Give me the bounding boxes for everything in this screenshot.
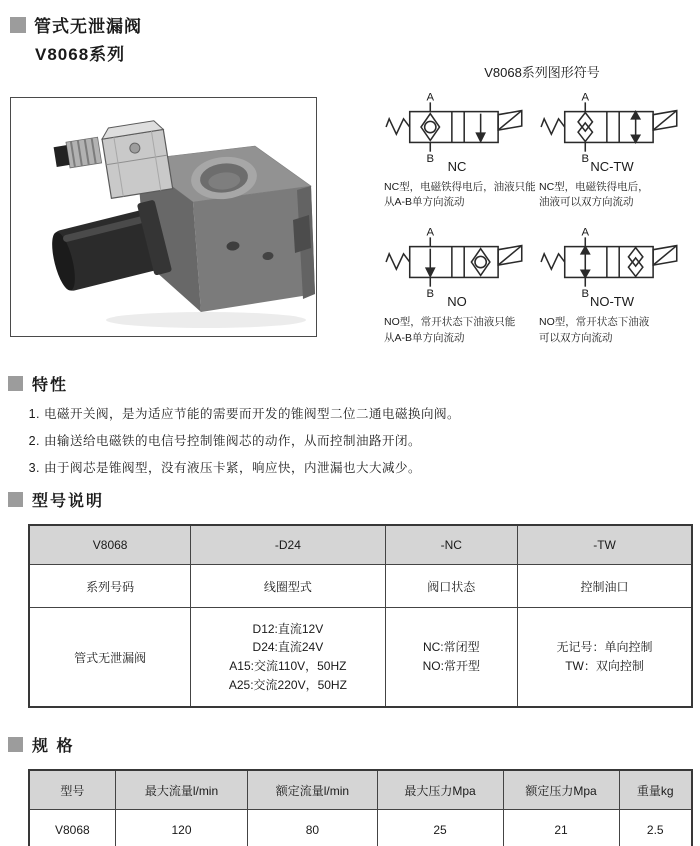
- spring-icon: [541, 254, 565, 269]
- spring-icon: [386, 254, 410, 269]
- spring-icon: [386, 119, 410, 134]
- spec-rated-pressure: 21: [503, 810, 619, 846]
- col-label: 线圈型式: [191, 565, 385, 608]
- features-title: 特性: [32, 377, 69, 394]
- table-row: [29, 770, 692, 810]
- title-bullet-square: [10, 17, 26, 33]
- spec-header: 型号: [29, 770, 115, 810]
- symbol-description: NO型，常开状态下油液只能 从A-B单方向流动: [384, 316, 516, 344]
- valve-symbol-no-tw: [539, 224, 685, 298]
- port-state-cell: NC:常闭型 NO:常开型: [385, 608, 518, 708]
- port-a-label: A: [426, 226, 435, 239]
- model-section-title: 型号说明: [32, 493, 105, 510]
- spec-max-pressure: 25: [377, 810, 503, 846]
- feature-item: 2. 由输送给电磁铁的电信号控制锥阀芯的动作，从而控制油路开闭。: [44, 431, 692, 449]
- spec-model: V8068: [29, 810, 115, 846]
- port-a-label: A: [426, 91, 435, 104]
- page-title: 管式无泄漏阀: [34, 17, 142, 36]
- symbol-label: NO: [447, 294, 467, 310]
- section-bullet-square: [8, 376, 23, 391]
- port-a-label: A: [581, 91, 590, 104]
- symbol-description: NC型，电磁铁得电后，油液只能 从A-B单方向流动: [384, 181, 536, 209]
- symbol-nc-tw: [539, 89, 700, 210]
- control-options-cell: 无记号：单向控制 TW：双向控制: [518, 608, 692, 708]
- flow-arrow-up-icon: [581, 247, 589, 254]
- model-series-code: V8068: [29, 525, 191, 565]
- page-title-block: [10, 12, 142, 65]
- table-row: [29, 565, 692, 608]
- table-row: [29, 810, 692, 846]
- side-port: [293, 215, 311, 253]
- port-a-label: A: [581, 226, 590, 239]
- spec-weight: 2.5: [619, 810, 692, 846]
- model-code-section: [8, 488, 692, 708]
- port-b-label: B: [581, 288, 590, 299]
- specs-table: [28, 769, 693, 846]
- flow-arrow-up-icon: [632, 112, 640, 119]
- spec-header: 额定流量l/min: [248, 770, 377, 810]
- valve-symbol-nc: [384, 89, 530, 163]
- symbol-description: NC型，电磁铁得电后， 油液可以双方向流动: [539, 181, 649, 209]
- spring-icon: [541, 119, 565, 134]
- feature-item: 3. 由于阀芯是锥阀型，没有液压卡紧，响应快，内泄漏也大大减少。: [44, 458, 692, 476]
- symbol-label: NC: [447, 159, 467, 174]
- din-connector: [100, 120, 172, 199]
- page-subtitle: V8068系列: [35, 45, 126, 64]
- flow-arrow-icon: [477, 133, 485, 141]
- photo-shadow: [106, 312, 306, 328]
- table-row: [29, 525, 692, 565]
- table-row: [29, 608, 692, 708]
- specs-title: 规 格: [32, 738, 75, 755]
- symbol-label: NC-TW: [590, 159, 634, 174]
- flow-arrow-icon: [426, 269, 434, 277]
- col-label: 阀口状态: [385, 565, 518, 608]
- product-name-cell: 管式无泄漏阀: [29, 608, 191, 708]
- valve-symbol-nc-tw: [539, 89, 685, 163]
- spec-header: 额定压力Mpa: [503, 770, 619, 810]
- symbol-label: NO-TW: [589, 294, 635, 310]
- section-bullet-square: [8, 737, 23, 752]
- port-b-label: B: [426, 152, 435, 163]
- model-code-table: [28, 524, 693, 708]
- port-b-label: B: [426, 288, 435, 299]
- section-bullet-square: [8, 492, 23, 507]
- features-section: [8, 372, 692, 485]
- features-list: [8, 404, 692, 476]
- spec-header: 重量kg: [619, 770, 692, 810]
- symbol-description: NO型，常开状态下油液 可以双方向流动: [539, 316, 650, 344]
- port-b-label: B: [581, 152, 590, 163]
- spec-max-flow: 120: [115, 810, 248, 846]
- symbols-panel-title: V8068系列图形符号: [484, 65, 600, 80]
- model-coil-code: -D24: [191, 525, 385, 565]
- spec-header: 最大压力Mpa: [377, 770, 503, 810]
- solenoid-valve-illustration: [11, 98, 316, 336]
- symbols-panel: [384, 62, 700, 346]
- specs-section: [8, 733, 692, 846]
- spec-rated-flow: 80: [248, 810, 377, 846]
- symbol-nc: [384, 89, 539, 210]
- product-photo: [10, 97, 317, 337]
- model-port-code: -NC: [385, 525, 518, 565]
- flow-arrow-down-icon: [632, 135, 640, 142]
- col-label: 系列号码: [29, 565, 191, 608]
- feature-item: 1. 电磁开关阀，是为适应节能的需要而开发的锥阀型二位二通电磁换向阀。: [44, 404, 692, 422]
- symbol-no-tw: [539, 224, 700, 345]
- col-label: 控制油口: [518, 565, 692, 608]
- spec-header: 最大流量l/min: [115, 770, 248, 810]
- flow-arrow-down-icon: [581, 271, 589, 278]
- valve-symbol-no: [384, 224, 530, 298]
- symbol-no: [384, 224, 539, 345]
- coil-options-cell: D12:直流12V D24:直流24V A15:交流110V，50HZ A25:交流220V，50HZ: [191, 608, 385, 708]
- model-control-code: -TW: [518, 525, 692, 565]
